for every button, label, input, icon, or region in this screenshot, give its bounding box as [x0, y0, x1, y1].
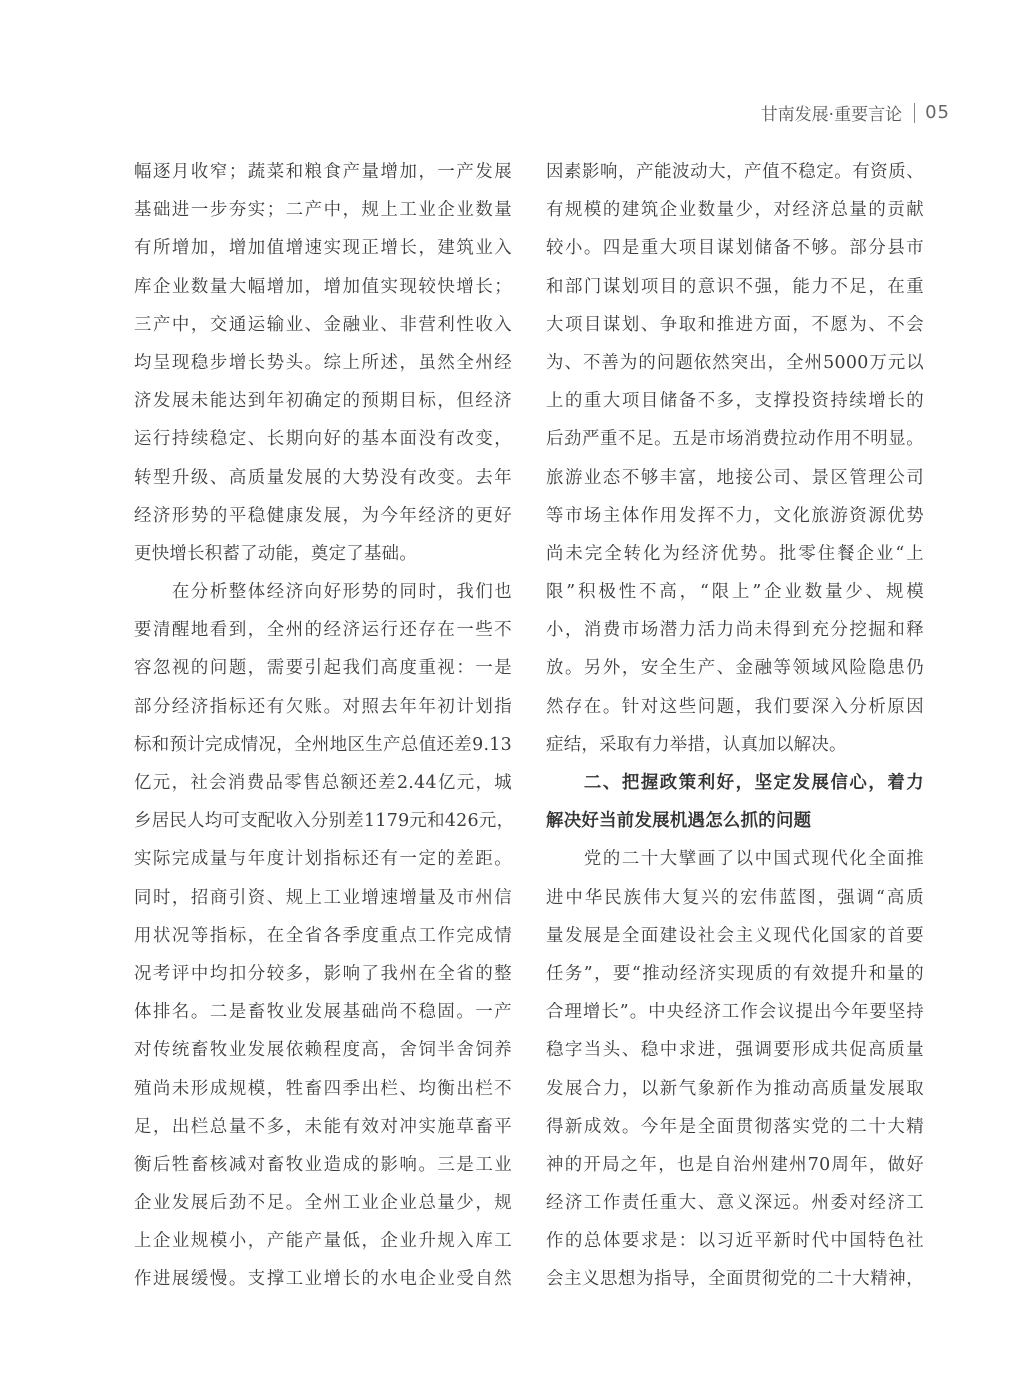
text-line: 进中华民族伟大复兴的宏伟蓝图，强调“高质	[546, 887, 924, 908]
text-line: 任务”，要“推动经济实现质的有效提升和量的	[546, 963, 924, 984]
text-line: 经济形势的平稳健康发展，为今年经济的更好	[134, 505, 512, 526]
text-line: 对传统畜牧业发展依赖程度高，舍饲半舍饲养	[134, 1040, 512, 1061]
text-line: 和部门谋划项目的意识不强，能力不足，在重	[546, 276, 924, 297]
text-line: 库企业数量大幅增加，增加值实现较快增长；	[134, 276, 512, 297]
text-line: 标和预计完成情况，全州地区生产总值还差9.13	[134, 734, 512, 755]
left-text-column	[134, 153, 515, 1299]
text-line: 旅游业态不够丰富，地接公司、景区管理公司	[546, 467, 924, 488]
text-line: 发展合力，以新气象新作为推动高质量发展取	[546, 1078, 924, 1099]
text-line: 上企业规模小，产能产量低，企业升规入库工	[134, 1231, 512, 1252]
text-line: 要清醒地看到，全州的经济运行还存在一些不	[134, 620, 512, 641]
section-heading-line: 解决好当前发展机遇怎么抓的问题	[546, 811, 812, 832]
text-line: 基础进一步夯实；二产中，规上工业企业数量	[134, 200, 512, 221]
text-line: 运行持续稳定、长期向好的基本面没有改变，	[134, 429, 512, 450]
running-header	[761, 100, 950, 125]
text-line: 大项目谋划、争取和推进方面，不愿为、不会	[546, 314, 924, 335]
text-line: 企业发展后劲不足。全州工业企业总量少，规	[134, 1193, 512, 1214]
section-title: 甘南发展·重要言论	[760, 105, 903, 125]
text-line: 小，消费市场潜力活力尚未得到充分挖掘和释	[546, 620, 924, 641]
text-line: 有规模的建筑企业数量少，对经济总量的贡献	[546, 200, 924, 221]
text-line: 幅逐月收窄；蔬菜和粮食产量增加，一产发展	[134, 162, 512, 182]
text-line: 殖尚未形成规模，牲畜四季出栏、均衡出栏不	[134, 1078, 512, 1099]
text-line: 为、不善为的问题依然突出，全州5000万元以	[546, 352, 924, 373]
text-line: 体排名。二是畜牧业发展基础尚不稳固。一产	[134, 1002, 512, 1023]
section-heading-line: 二、把握政策利好，坚定发展信心，着力	[546, 773, 924, 793]
text-line: 衡后牲畜核减对畜牧业造成的影响。三是工业	[134, 1154, 512, 1175]
text-line: 上的重大项目储备不多，支撑投资持续增长的	[546, 391, 924, 412]
text-line: 用状况等指标，在全省各季度重点工作完成情	[134, 925, 512, 946]
text-line: 在分析整体经济向好形势的同时，我们也	[134, 582, 512, 603]
text-line: 作的总体要求是：以习近平新时代中国特色社	[546, 1231, 924, 1252]
text-line: 更快增长积蓄了动能，奠定了基础。	[134, 543, 418, 564]
text-line: 会主义思想为指导，全面贯彻党的二十大精神，	[546, 1269, 924, 1290]
text-line: 同时，招商引资、规上工业增速增量及市州信	[134, 887, 512, 908]
text-line: 放。另外，安全生产、金融等领域风险隐患仍	[546, 658, 924, 679]
text-line: 党的二十大擘画了以中国式现代化全面推	[546, 849, 924, 870]
text-line: 有所增加，增加值增速实现正增长，建筑业入	[134, 238, 512, 259]
text-line: 转型升级、高质量发展的大势没有改变。去年	[134, 467, 512, 488]
page-number: 05	[925, 102, 950, 123]
text-line: 得新成效。今年是全面贯彻落实党的二十大精	[546, 1116, 924, 1137]
text-line: 因素影响，产能波动大，产值不稳定。有资质、	[546, 162, 924, 182]
text-line: 亿元，社会消费品零售总额还差2.44亿元，城	[134, 773, 512, 793]
text-line: 合理增长”。中央经济工作会议提出今年要坚持	[546, 1002, 924, 1023]
text-line: 限”积极性不高，“限上”企业数量少、规模	[546, 582, 924, 603]
text-line: 乡居民人均可支配收入分别差1179元和426元，	[134, 811, 515, 832]
text-line: 神的开局之年，也是自治州建州70周年，做好	[546, 1154, 924, 1175]
text-line: 然存在。针对这些问题，我们要深入分析原因	[546, 696, 924, 717]
text-line: 量发展是全面建设社会主义现代化国家的首要	[546, 925, 924, 946]
text-line: 况考评中均扣分较多，影响了我州在全省的整	[134, 963, 512, 984]
text-line: 稳字当头、稳中求进，强调要形成共促高质量	[546, 1040, 924, 1061]
text-line: 部分经济指标还有欠账。对照去年年初计划指	[134, 696, 512, 717]
text-line: 容忽视的问题，需要引起我们高度重视：一是	[134, 658, 512, 679]
text-line: 济发展未能达到年初确定的预期目标，但经济	[134, 391, 512, 412]
text-line: 等市场主体作用发挥不力，文化旅游资源优势	[546, 505, 924, 526]
text-line: 三产中，交通运输业、金融业、非营利性收入	[134, 314, 512, 335]
text-line: 均呈现稳步增长势头。综上所述，虽然全州经	[134, 352, 512, 373]
text-line: 经济工作责任重大、意义深远。州委对经济工	[546, 1193, 924, 1214]
text-line: 尚未完全转化为经济优势。批零住餐企业“上	[546, 543, 924, 564]
text-line: 作进展缓慢。支撑工业增长的水电企业受自然	[134, 1269, 512, 1290]
text-line: 后劲严重不足。五是市场消费拉动作用不明显。	[546, 429, 924, 450]
text-line: 足，出栏总量不多，未能有效对冲实施草畜平	[134, 1116, 512, 1137]
right-text-column	[546, 153, 924, 1299]
text-line: 实际完成量与年度计划指标还有一定的差距。	[134, 849, 512, 870]
text-line: 较小。四是重大项目谋划储备不够。部分县市	[546, 238, 924, 259]
text-line: 症结，采取有力举措，认真加以解决。	[546, 734, 847, 755]
header-divider	[914, 103, 915, 123]
